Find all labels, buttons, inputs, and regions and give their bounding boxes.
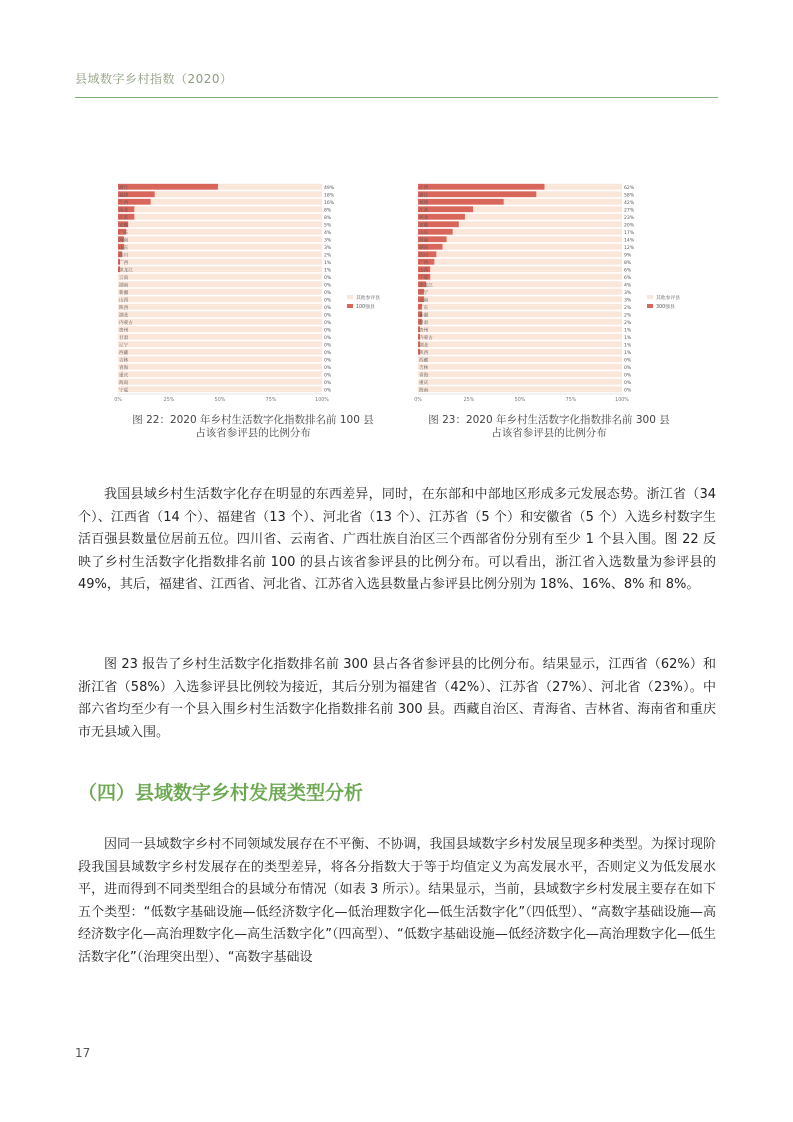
chart23-data-label-26: 0% — [624, 381, 632, 387]
chart23-data-label-13: 4% — [624, 283, 632, 289]
chart23-bar-other-8 — [442, 244, 622, 250]
chart23-category-label-19: 贵州 — [419, 328, 429, 334]
chart23-data-label-1: 58% — [624, 193, 635, 199]
chart23-bar-other-25 — [418, 371, 622, 377]
chart23-category-label-10: 广西 — [419, 261, 429, 267]
chart23-category-label-17: 新疆 — [419, 313, 429, 319]
chart22-category-label-12: 云南 — [119, 276, 129, 282]
chart22-category-label-8: 山东 — [119, 246, 129, 252]
chart23-data-label-14: 3% — [624, 291, 632, 297]
chart23-x-tick-label-4: 100% — [615, 398, 629, 403]
chart22-x-tick-label-0: 0% — [114, 398, 122, 403]
chart22-bar-other-19 — [118, 326, 322, 332]
chart23-category-label-7: 河南 — [419, 238, 429, 244]
chart22-data-label-9: 2% — [324, 253, 332, 259]
chart22-category-label-23: 吉林 — [119, 358, 129, 364]
chart22-category-label-7: 河南 — [119, 238, 129, 244]
chart22-category-label-3: 河北 — [119, 208, 129, 214]
chart23-bar-other-27 — [418, 386, 622, 392]
figure-23-caption-line1: 图 23：2020 年乡村生活数字化指数排名前 300 县 — [428, 414, 670, 426]
chart22-category-label-26: 海南 — [119, 381, 129, 387]
chart23-bar-other-3 — [473, 206, 622, 212]
chart22-category-label-27: 宁夏 — [119, 388, 129, 394]
chart22-data-label-0: 49% — [324, 186, 335, 192]
chart23-data-label-8: 12% — [624, 246, 635, 252]
chart22-data-label-7: 3% — [324, 238, 332, 244]
chart22-data-label-16: 0% — [324, 306, 332, 312]
chart23-bar-other-9 — [436, 251, 622, 257]
chart23-category-label-15: 云南 — [419, 298, 429, 304]
figure-22-caption-line1: 图 22：2020 年乡村生活数字化指数排名前 100 县 — [132, 414, 374, 426]
chart22-category-label-9: 四川 — [119, 253, 129, 259]
chart22-data-label-26: 0% — [324, 381, 332, 387]
chart23-category-label-6: 山东 — [419, 231, 429, 237]
paragraph-2: 图 23 报告了乡村生活数字化指数排名前 300 县占各省参评县的比例分布。结果显示，江西省（62%）和浙江省（58%）入选参评县比例较为接近，其后分别为福建省（42%）、江苏省（27%）、河北省（23%）。中部六省均至少有一个县入围乡村生活数字化指数排名前 300 县。西藏自治区、青海省、吉林省、海南省和重庆市无县域入围。 — [78, 657, 716, 740]
chart22-x-tick-label-1: 25% — [163, 398, 175, 403]
chart22-bar-other-21 — [118, 341, 322, 347]
header-divider — [75, 97, 718, 98]
chart22-data-label-19: 0% — [324, 328, 332, 334]
figure-22 — [115, 180, 385, 410]
chart22-category-label-0: 浙江 — [119, 186, 129, 192]
chart22-category-label-10: 广西 — [119, 261, 129, 267]
chart22-bar-other-23 — [118, 356, 322, 362]
chart23-x-tick-label-0: 0% — [414, 398, 422, 403]
chart23-data-label-15: 3% — [624, 298, 632, 304]
page-number: 17 — [75, 1046, 91, 1060]
chart23-data-label-24: 0% — [624, 366, 632, 372]
chart23-bar-other-23 — [418, 356, 622, 362]
chart23-data-label-5: 20% — [624, 223, 635, 229]
chart22-data-label-4: 8% — [324, 216, 332, 222]
chart22-data-label-11: 1% — [324, 268, 332, 274]
figure-23 — [415, 180, 685, 410]
paragraph-3: 因同一县域数字乡村不同领域发展存在不平衡、不协调，我国县域数字乡村发展呈现多种类型。为探讨现阶段我国县域数字乡村发展存在的类型差异，将各分指数大于等于均值定义为高发展水平，否则定义为低发展水平，进而得到不同类型组合的县域分布情况（如表 3 所示）。结果显示，当前，县域数字乡村发展主要存在如下五个类型：“低数字基础设施—低经济数字化—低治理数字化—低生活数字化”（四低型）、“高数字基础设施—高经济数字化—高治理数字化—高生活数字化”（四高型）、“低数字基础设施—低经济数字化—高治理数字化—低生活数字化”（治理突出型）、“高数字基础设 — [78, 837, 716, 965]
chart22-bar-other-15 — [118, 296, 322, 302]
chart23-category-label-8: 湖南 — [419, 246, 429, 252]
chart23-bar-other-12 — [430, 274, 622, 280]
chart23-bar-other-2 — [504, 199, 622, 205]
chart23-bar-other-4 — [465, 214, 622, 220]
chart22-bar-other-2 — [151, 199, 322, 205]
chart23-category-label-2: 福建 — [419, 201, 429, 207]
chart23-data-label-7: 14% — [624, 238, 635, 244]
section-title: （四）县域数字乡村发展类型分析 — [78, 782, 364, 804]
chart22-data-label-18: 0% — [324, 321, 332, 327]
chart23-bar-top-1 — [418, 191, 536, 197]
chart22-category-label-11: 黑龙江 — [119, 268, 133, 274]
chart22-data-label-15: 0% — [324, 298, 332, 304]
chart22-data-label-6: 4% — [324, 231, 332, 237]
chart23-category-label-4: 河北 — [419, 216, 429, 222]
chart23-data-label-6: 17% — [624, 231, 635, 237]
chart23-x-tick-label-1: 25% — [463, 398, 475, 403]
chart22-category-label-18: 内蒙古 — [119, 321, 133, 327]
chart22-legend-swatch-other — [347, 295, 353, 299]
chart23-category-label-14: 辽宁 — [419, 291, 429, 297]
chart23-data-label-19: 1% — [624, 328, 632, 334]
chart23-bar-other-19 — [420, 326, 622, 332]
chart23-category-label-13: 黑龙江 — [419, 283, 433, 289]
chart22-data-label-22: 0% — [324, 351, 332, 357]
chart23-data-label-17: 2% — [624, 313, 632, 319]
chart22-bar-other-18 — [118, 319, 322, 325]
chart23-category-label-16: 广东 — [419, 306, 429, 312]
chart23-bar-other-11 — [430, 266, 622, 272]
chart22-bar-other-9 — [122, 251, 322, 257]
chart22-bar-top-0 — [118, 184, 218, 190]
chart23-category-label-22: 陕西 — [419, 351, 429, 357]
chart22-bar-other-0 — [218, 184, 322, 190]
chart22-category-label-19: 贵州 — [119, 328, 129, 334]
chart23-bar-top-0 — [418, 184, 544, 190]
chart22-data-label-10: 1% — [324, 261, 332, 267]
chart23-legend-swatch-top — [647, 304, 653, 308]
chart22-bar-other-22 — [118, 349, 322, 355]
chart22-bar-other-14 — [118, 289, 322, 295]
chart22-category-label-5: 安徽 — [119, 223, 129, 229]
chart22-data-label-21: 0% — [324, 343, 332, 349]
chart22-category-label-2: 江西 — [119, 201, 129, 207]
chart23-bar-other-18 — [422, 319, 622, 325]
chart23-category-label-3: 江苏 — [419, 208, 429, 214]
chart23-data-label-3: 27% — [624, 208, 635, 214]
chart23-bar-other-26 — [418, 379, 622, 385]
chart23-category-label-11: 山西 — [419, 268, 429, 274]
running-header: 县域数字乡村指数（2020） — [75, 72, 233, 86]
chart23-bar-other-13 — [426, 281, 622, 287]
chart23-bar-other-17 — [422, 311, 622, 317]
chart23-category-label-5: 安徽 — [419, 223, 429, 229]
chart22-bar-other-5 — [128, 221, 322, 227]
chart22-category-label-4: 江苏 — [119, 216, 129, 222]
chart22-legend-swatch-top — [347, 304, 353, 308]
chart23-bar-other-1 — [536, 191, 622, 197]
figure-22-caption — [113, 414, 393, 440]
chart-23 — [415, 180, 685, 410]
chart-22 — [115, 180, 385, 410]
chart23-category-label-12: 宁夏 — [419, 276, 429, 282]
chart23-x-tick-label-3: 75% — [565, 398, 577, 403]
chart22-bar-other-12 — [118, 274, 322, 280]
chart23-bar-other-15 — [424, 296, 622, 302]
chart23-category-label-0: 江西 — [419, 186, 429, 192]
chart23-bar-other-7 — [447, 236, 622, 242]
chart23-bar-top-2 — [418, 199, 504, 205]
chart22-x-tick-label-3: 75% — [265, 398, 277, 403]
chart22-data-label-17: 0% — [324, 313, 332, 319]
chart22-data-label-27: 0% — [324, 388, 332, 394]
chart22-legend-label-other: 其他参评县 — [356, 296, 380, 301]
chart23-data-label-10: 8% — [624, 261, 632, 267]
chart23-category-label-21: 湖北 — [419, 343, 429, 349]
chart23-data-label-4: 23% — [624, 216, 635, 222]
chart23-bar-other-6 — [453, 229, 622, 235]
chart22-bar-other-24 — [118, 364, 322, 370]
chart22-category-label-16: 陕西 — [119, 306, 129, 312]
chart22-category-label-14: 新疆 — [119, 291, 129, 297]
chart23-category-label-27: 海南 — [419, 388, 429, 394]
chart23-bar-other-5 — [459, 221, 622, 227]
chart23-bar-other-0 — [544, 184, 622, 190]
chart23-category-label-26: 重庆 — [419, 381, 429, 387]
chart23-data-label-27: 0% — [624, 388, 632, 394]
chart22-data-label-25: 0% — [324, 373, 332, 379]
chart22-data-label-1: 18% — [324, 193, 335, 199]
chart22-bar-other-1 — [155, 191, 322, 197]
chart22-bar-other-20 — [118, 334, 322, 340]
chart22-x-tick-label-4: 100% — [315, 398, 329, 403]
chart23-category-label-24: 吉林 — [419, 366, 429, 372]
chart23-bar-other-10 — [434, 259, 622, 265]
chart22-bar-other-13 — [118, 281, 322, 287]
chart22-bar-other-7 — [124, 236, 322, 242]
chart22-bar-other-25 — [118, 371, 322, 377]
figure-22-caption-line2: 占该省参评县的比例分布 — [195, 427, 311, 439]
chart23-legend-swatch-other — [647, 295, 653, 299]
chart23-x-tick-label-2: 50% — [514, 398, 526, 403]
chart22-category-label-25: 重庆 — [119, 373, 129, 379]
chart22-data-label-3: 8% — [324, 208, 332, 214]
chart23-category-label-25: 青海 — [419, 373, 429, 379]
chart23-bar-other-16 — [422, 304, 622, 310]
chart22-category-label-6: 广东 — [119, 231, 129, 237]
paragraph-1: 我国县域乡村生活数字化存在明显的东西差异，同时，在东部和中部地区形成多元发展态势。浙江省（34 个）、江西省（14 个）、福建省（13 个）、河北省（13 个）、江苏省（5 个）和安徽省（5 个）入选乡村数字生活百强县数量位居前五位。四川省、云南省、广西壮族自治区三个西部省份分别有至少 1 个县入围。图 22 反映了乡村生活数字化指数排名前 100 的县占该省参评县的比例分布。可以看出，浙江省入选数量为参评县的 49%，其后，福建省、江西省、河北省、江苏省入选县数量占参评县比例分别为 18%、16%、8% 和 8%。 — [78, 487, 716, 592]
chart23-data-label-22: 1% — [624, 351, 632, 357]
chart22-bar-other-27 — [118, 386, 322, 392]
chart22-bar-other-3 — [134, 206, 322, 212]
chart23-data-label-16: 2% — [624, 306, 632, 312]
chart23-bar-other-14 — [424, 289, 622, 295]
chart22-category-label-24: 青海 — [119, 366, 129, 372]
chart22-category-label-21: 辽宁 — [119, 343, 129, 349]
chart23-category-label-23: 西藏 — [419, 358, 429, 364]
chart22-category-label-15: 山西 — [119, 298, 129, 304]
chart22-bar-other-17 — [118, 311, 322, 317]
chart22-legend-label-top: 100强县 — [356, 305, 375, 310]
chart23-data-label-9: 9% — [624, 253, 632, 259]
chart23-legend-label-other: 其他参评县 — [656, 296, 680, 301]
chart23-data-label-2: 42% — [624, 201, 635, 207]
chart22-data-label-20: 0% — [324, 336, 332, 342]
chart22-bar-other-16 — [118, 304, 322, 310]
chart22-data-label-14: 0% — [324, 291, 332, 297]
chart22-bar-other-6 — [126, 229, 322, 235]
chart22-data-label-23: 0% — [324, 358, 332, 364]
chart22-category-label-22: 西藏 — [119, 351, 129, 357]
chart22-data-label-13: 0% — [324, 283, 332, 289]
chart23-data-label-25: 0% — [624, 373, 632, 379]
chart22-bar-other-26 — [118, 379, 322, 385]
chart23-data-label-12: 6% — [624, 276, 632, 282]
chart22-data-label-5: 5% — [324, 223, 332, 229]
chart22-bar-other-11 — [120, 266, 322, 272]
chart23-bar-other-24 — [418, 364, 622, 370]
chart22-data-label-24: 0% — [324, 366, 332, 372]
chart23-category-label-20: 内蒙古 — [419, 336, 433, 342]
chart22-bar-other-10 — [120, 259, 322, 265]
figure-23-caption — [409, 414, 689, 440]
chart23-category-label-18: 甘肃 — [419, 321, 429, 327]
chart23-category-label-1: 浙江 — [419, 193, 429, 199]
chart23-legend-label-top: 300强县 — [656, 305, 675, 310]
chart22-x-tick-label-2: 50% — [214, 398, 226, 403]
chart23-data-label-20: 1% — [624, 336, 632, 342]
chart22-data-label-2: 16% — [324, 201, 335, 207]
chart23-data-label-21: 1% — [624, 343, 632, 349]
chart22-data-label-8: 3% — [324, 246, 332, 252]
chart23-data-label-11: 6% — [624, 268, 632, 274]
chart23-bar-other-20 — [420, 334, 622, 340]
chart22-category-label-17: 湖北 — [119, 313, 129, 319]
chart23-category-label-9: 四川 — [419, 253, 429, 259]
chart22-category-label-20: 甘肃 — [119, 336, 129, 342]
chart22-bar-other-4 — [134, 214, 322, 220]
chart23-bar-other-22 — [420, 349, 622, 355]
chart23-data-label-0: 62% — [624, 186, 635, 192]
chart22-bar-other-8 — [124, 244, 322, 250]
chart22-category-label-13: 湖南 — [119, 283, 129, 289]
figure-23-caption-line2: 占该省参评县的比例分布 — [491, 427, 607, 439]
chart23-data-label-23: 0% — [624, 358, 632, 364]
chart23-bar-other-21 — [420, 341, 622, 347]
chart22-data-label-12: 0% — [324, 276, 332, 282]
chart23-data-label-18: 2% — [624, 321, 632, 327]
chart22-category-label-1: 福建 — [119, 193, 129, 199]
